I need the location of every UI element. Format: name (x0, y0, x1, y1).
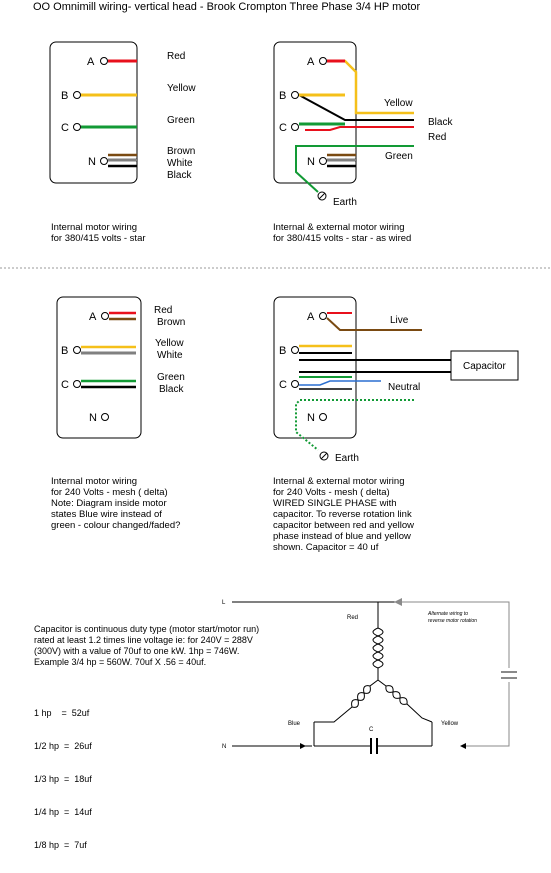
wire-label: Red (154, 305, 173, 316)
panel-star-internal (50, 42, 196, 183)
caption-line: states Blue wire instead of (51, 509, 162, 520)
arrow-right-icon (258, 743, 306, 749)
terminal-stud-icon (74, 347, 81, 354)
caption-line: green - colour changed/faded? (51, 520, 181, 531)
terminal-stud-icon (292, 124, 299, 131)
wire-label: Brown (167, 146, 196, 157)
terminal-label-n: N (307, 412, 315, 424)
winding-coil-icon (378, 680, 432, 722)
terminal-label-b: B (61, 90, 69, 102)
neutral-label: Neutral (388, 382, 421, 393)
terminal-label-b: B (279, 345, 287, 357)
wire-label: Black (428, 117, 453, 128)
page-title: OO Omnimill wiring- vertical head - Brook Crompton Three Phase 3/4 HP motor (33, 1, 421, 13)
wire-blue (299, 381, 381, 385)
wire-red-external (305, 127, 414, 130)
caption-line: for 240 Volts - mesh ( delta) (51, 487, 168, 498)
panel2-caption (273, 222, 411, 244)
terminal-stud-icon (101, 158, 108, 165)
panel-star-external (274, 42, 453, 208)
wire-label: Green (167, 115, 195, 126)
winding-coil-icon (373, 628, 383, 668)
earth-terminal-icon (320, 452, 328, 460)
panel-delta-internal (57, 297, 185, 438)
terminal-label-c: C (61, 379, 69, 391)
capacitor-label: Capacitor (463, 361, 506, 372)
live-label: Live (390, 315, 409, 326)
arrow-left-icon (460, 743, 466, 749)
red-to-blue-lead (314, 602, 378, 722)
caption-line: for 240 Volts - mesh ( delta) (273, 487, 390, 498)
wire-label: Yellow (167, 83, 196, 94)
motor-terminal-box (274, 42, 356, 183)
wire-label: Green (385, 151, 413, 162)
terminal-stud-icon (74, 92, 81, 99)
terminal-label-n: N (88, 156, 96, 168)
wire-label: Red (428, 132, 447, 143)
wire-label: Black (167, 170, 192, 181)
wire-label: Black (159, 384, 184, 395)
panel-delta-single-phase (274, 297, 518, 464)
terminal-label-a: A (89, 311, 97, 323)
terminal-stud-icon (102, 313, 109, 320)
caption-line: Internal motor wiring (51, 222, 138, 233)
caption-line: for 380/415 volts - star (51, 233, 146, 244)
caption-line: capacitor. To reverse rotation link (273, 509, 412, 520)
caption-line: capacitor between red and yellow (273, 520, 415, 531)
capacitor-note (34, 624, 259, 668)
wire-label: Yellow (384, 98, 413, 109)
wire-label: White (157, 350, 183, 361)
terminal-stud-icon (320, 158, 327, 165)
table-row: 1/4 hp = 14uf (34, 807, 92, 817)
table-row: 1/2 hp = 26uf (34, 741, 92, 751)
table-row: 1/8 hp = 7uf (34, 840, 87, 850)
wire-label: White (167, 158, 193, 169)
schematic-label-l: L (222, 600, 226, 606)
capacitor-size-table (34, 686, 92, 873)
earth-label: Earth (333, 197, 357, 208)
table-row: 1/3 hp = 18uf (34, 774, 92, 784)
schematic-label-blue: Blue (288, 721, 301, 727)
terminal-stud-icon (101, 58, 108, 65)
caption-line: for 380/415 volts - star - as wired (273, 233, 412, 244)
terminal-label-b: B (61, 345, 69, 357)
panel4-caption (273, 476, 414, 553)
terminal-stud-icon (102, 414, 109, 421)
motor-schematic (222, 598, 518, 754)
note-line: rated at least 1.2 times line voltage ie: for 240V = 288V (34, 635, 253, 645)
wire-label: Brown (157, 317, 186, 328)
motor-terminal-box (274, 297, 356, 438)
terminal-label-n: N (307, 156, 315, 168)
terminal-stud-icon (292, 381, 299, 388)
alternate-note: reverse motor rotation (428, 618, 477, 624)
terminal-stud-icon (320, 414, 327, 421)
terminal-stud-icon (320, 313, 327, 320)
arrow-left-icon (394, 598, 402, 606)
caption-line: Note: Diagram inside motor (51, 498, 167, 509)
panel3-caption (51, 476, 180, 531)
wire-label: Green (157, 372, 185, 383)
terminal-stud-icon (292, 347, 299, 354)
earth-terminal-icon (318, 192, 326, 200)
caption-line: Internal motor wiring (51, 476, 138, 487)
terminal-stud-icon (320, 58, 327, 65)
terminal-label-a: A (307, 56, 315, 68)
terminal-label-b: B (279, 90, 287, 102)
wire-label: Yellow (155, 338, 184, 349)
terminal-label-c: C (61, 122, 69, 134)
terminal-label-c: C (279, 122, 287, 134)
caption-line: Internal & external motor wiring (273, 222, 405, 233)
caption-line: Internal & external motor wiring (273, 476, 405, 487)
note-line: (300V) with a value of 70uf to one kW. 1hp = 746W. (34, 646, 240, 656)
table-row: 1 hp = 52uf (34, 708, 90, 718)
caption-line: shown. Capacitor = 40 uf (273, 542, 379, 553)
alternate-capacitor-icon (500, 668, 518, 682)
panel1-caption (51, 222, 146, 244)
wire-label: Red (167, 51, 186, 62)
note-line: Example 3/4 hp = 560W. 70uf X .56 = 40uf. (34, 657, 207, 667)
terminal-label-a: A (87, 56, 95, 68)
winding-coil-icon (314, 680, 378, 722)
schematic-label-c: C (369, 727, 374, 733)
earth-label: Earth (335, 453, 359, 464)
terminal-stud-icon (74, 124, 81, 131)
schematic-label-red: Red (347, 615, 359, 621)
wire-earth-green-dotted (296, 400, 414, 450)
terminal-label-n: N (89, 412, 97, 424)
terminal-label-a: A (307, 311, 315, 323)
schematic-label-n: N (222, 744, 227, 750)
terminal-stud-icon (74, 381, 81, 388)
note-line: Capacitor is continuous duty type (motor start/motor run) (34, 624, 260, 634)
schematic-label-yellow: Yellow (441, 721, 459, 727)
terminal-label-c: C (279, 379, 287, 391)
caption-line: phase instead of blue and yellow (273, 531, 411, 542)
caption-line: WIRED SINGLE PHASE with (273, 498, 397, 509)
alternate-note: Alternate wiring to (428, 611, 469, 617)
terminal-stud-icon (292, 92, 299, 99)
